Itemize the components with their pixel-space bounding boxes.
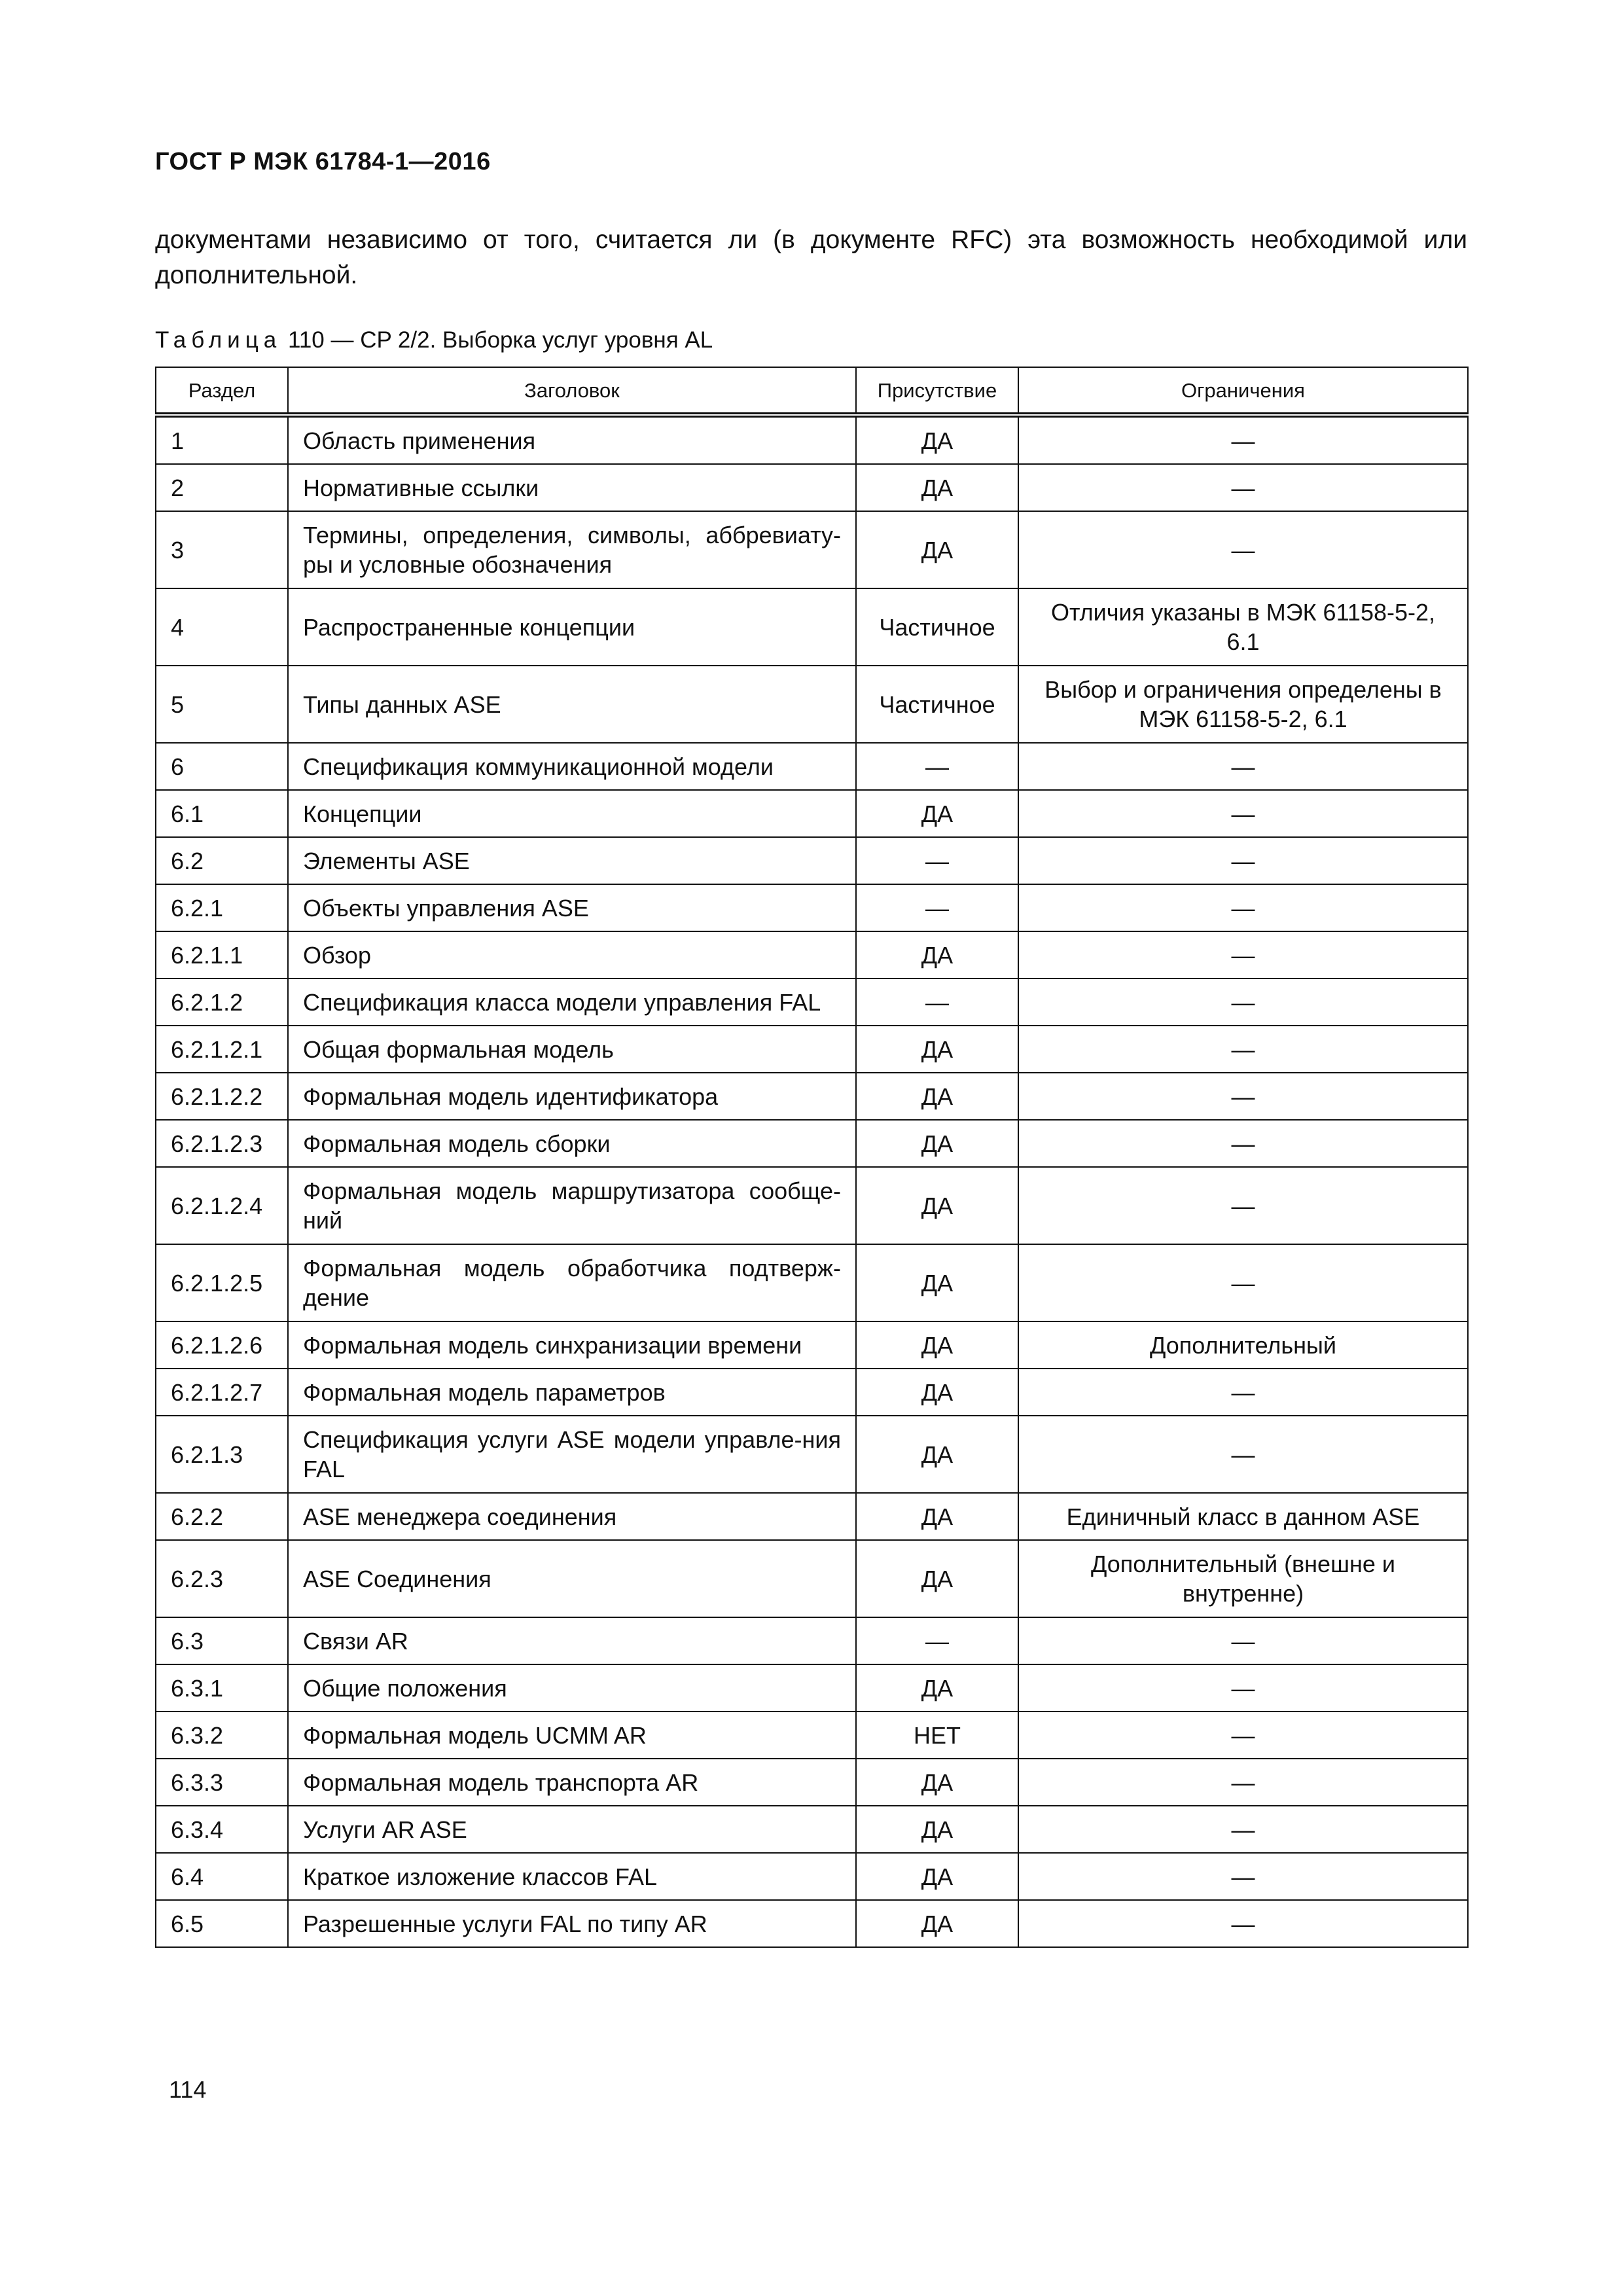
service-selection-table xyxy=(155,367,1469,1948)
cell-presence: ДА xyxy=(856,931,1018,978)
table-row xyxy=(156,464,1468,511)
cell-presence: ДА xyxy=(856,1369,1018,1416)
cell-limits: Единичный класс в данном ASE xyxy=(1018,1493,1468,1540)
cell-presence: — xyxy=(856,978,1018,1026)
cell-limits: — xyxy=(1018,1026,1468,1073)
header-section: Раздел xyxy=(156,367,288,415)
cell-title: Формальная модель параметров xyxy=(288,1369,856,1416)
cell-title: Область применения xyxy=(288,415,856,464)
cell-limits: — xyxy=(1018,1369,1468,1416)
cell-presence: ДА xyxy=(856,1664,1018,1712)
cell-section: 6.1 xyxy=(156,790,288,837)
cell-limits: — xyxy=(1018,1073,1468,1120)
cell-section: 6.3.1 xyxy=(156,1664,288,1712)
cell-title: Связи AR xyxy=(288,1617,856,1664)
table-caption xyxy=(155,327,713,353)
cell-section: 6.2.1.2.3 xyxy=(156,1120,288,1167)
table-caption-prefix: Таблица xyxy=(155,327,282,353)
table-row xyxy=(156,1493,1468,1540)
table-row xyxy=(156,415,1468,464)
cell-title: Объекты управления ASE xyxy=(288,884,856,931)
cell-limits: — xyxy=(1018,1167,1468,1244)
cell-limits: — xyxy=(1018,1416,1468,1493)
cell-presence: ДА xyxy=(856,1806,1018,1853)
cell-title: Общие положения xyxy=(288,1664,856,1712)
cell-section: 1 xyxy=(156,415,288,464)
cell-title: Формальная модель транспорта AR xyxy=(288,1759,856,1806)
cell-limits: Дополнительный xyxy=(1018,1321,1468,1369)
cell-limits: — xyxy=(1018,464,1468,511)
cell-title: Термины, определения, символы, аббревиату-ры и условные обозначения xyxy=(288,511,856,588)
cell-section: 6.2.1.2.2 xyxy=(156,1073,288,1120)
cell-section: 5 xyxy=(156,666,288,743)
cell-title: Спецификация класса модели управления FAL xyxy=(288,978,856,1026)
cell-presence: ДА xyxy=(856,511,1018,588)
cell-limits: — xyxy=(1018,415,1468,464)
table-row xyxy=(156,790,1468,837)
cell-section: 2 xyxy=(156,464,288,511)
cell-presence: Частичное xyxy=(856,588,1018,666)
table-row xyxy=(156,1806,1468,1853)
cell-title: Распространенные концепции xyxy=(288,588,856,666)
page-number: 114 xyxy=(169,2076,207,2103)
cell-title: Формальная модель маршрутизатора сообще-ний xyxy=(288,1167,856,1244)
cell-section: 6.2.1.1 xyxy=(156,931,288,978)
cell-title: Концепции xyxy=(288,790,856,837)
cell-title: Краткое изложение классов FAL xyxy=(288,1853,856,1900)
cell-presence: ДА xyxy=(856,1321,1018,1369)
cell-presence: ДА xyxy=(856,1540,1018,1617)
table-header-row xyxy=(156,367,1468,415)
cell-section: 6.4 xyxy=(156,1853,288,1900)
cell-presence: — xyxy=(856,743,1018,790)
table-row xyxy=(156,511,1468,588)
cell-title: Формальная модель идентификатора xyxy=(288,1073,856,1120)
table-row xyxy=(156,837,1468,884)
cell-presence: ДА xyxy=(856,464,1018,511)
cell-limits: — xyxy=(1018,978,1468,1026)
cell-limits: — xyxy=(1018,837,1468,884)
table-row xyxy=(156,1073,1468,1120)
header-limits: Ограничения xyxy=(1018,367,1468,415)
cell-presence: НЕТ xyxy=(856,1712,1018,1759)
cell-limits: — xyxy=(1018,1759,1468,1806)
cell-title: Формальная модель сборки xyxy=(288,1120,856,1167)
cell-title: Формальная модель UCMM AR xyxy=(288,1712,856,1759)
cell-limits: — xyxy=(1018,1806,1468,1853)
cell-limits: — xyxy=(1018,1617,1468,1664)
cell-presence: ДА xyxy=(856,1416,1018,1493)
cell-section: 6.3 xyxy=(156,1617,288,1664)
table-row xyxy=(156,1026,1468,1073)
cell-section: 6.2.2 xyxy=(156,1493,288,1540)
cell-presence: — xyxy=(856,884,1018,931)
table-row xyxy=(156,1167,1468,1244)
cell-limits: Отличия указаны в МЭК 61158-5-2, 6.1 xyxy=(1018,588,1468,666)
cell-title: ASE менеджера соединения xyxy=(288,1493,856,1540)
table-row xyxy=(156,1416,1468,1493)
cell-presence: ДА xyxy=(856,1026,1018,1073)
table-row xyxy=(156,1664,1468,1712)
cell-section: 6.2 xyxy=(156,837,288,884)
cell-section: 6.2.1.2.7 xyxy=(156,1369,288,1416)
cell-limits: — xyxy=(1018,1853,1468,1900)
cell-presence: — xyxy=(856,837,1018,884)
cell-section: 6 xyxy=(156,743,288,790)
cell-title: Обзор xyxy=(288,931,856,978)
cell-presence: ДА xyxy=(856,790,1018,837)
cell-section: 6.2.1 xyxy=(156,884,288,931)
cell-presence: ДА xyxy=(856,1120,1018,1167)
cell-section: 6.2.3 xyxy=(156,1540,288,1617)
cell-section: 6.2.1.2.5 xyxy=(156,1244,288,1321)
cell-section: 6.3.3 xyxy=(156,1759,288,1806)
header-title: Заголовок xyxy=(288,367,856,415)
cell-section: 3 xyxy=(156,511,288,588)
table-row xyxy=(156,1759,1468,1806)
document-header: ГОСТ Р МЭК 61784-1—2016 xyxy=(155,148,491,175)
cell-title: Типы данных ASE xyxy=(288,666,856,743)
cell-presence: ДА xyxy=(856,415,1018,464)
cell-limits: — xyxy=(1018,1664,1468,1712)
cell-title: Элементы ASE xyxy=(288,837,856,884)
cell-presence: Частичное xyxy=(856,666,1018,743)
header-presence: Присутствие xyxy=(856,367,1018,415)
cell-presence: ДА xyxy=(856,1073,1018,1120)
table-row xyxy=(156,1900,1468,1947)
table-caption-text: 110 — CP 2/2. Выборка услуг уровня AL xyxy=(287,327,713,353)
cell-presence: ДА xyxy=(856,1853,1018,1900)
cell-presence: ДА xyxy=(856,1244,1018,1321)
table-row xyxy=(156,588,1468,666)
cell-title: ASE Соединения xyxy=(288,1540,856,1617)
table-row xyxy=(156,1120,1468,1167)
cell-presence: ДА xyxy=(856,1167,1018,1244)
cell-title: Формальная модель обработчика подтверж-дение xyxy=(288,1244,856,1321)
cell-title: Формальная модель синхранизации времени xyxy=(288,1321,856,1369)
cell-limits: — xyxy=(1018,1120,1468,1167)
cell-presence: — xyxy=(856,1617,1018,1664)
table-row xyxy=(156,1617,1468,1664)
cell-title: Спецификация коммуникационной модели xyxy=(288,743,856,790)
cell-limits: — xyxy=(1018,511,1468,588)
cell-presence: ДА xyxy=(856,1759,1018,1806)
cell-limits: Дополнительный (внешне и внутренне) xyxy=(1018,1540,1468,1617)
cell-title: Услуги AR ASE xyxy=(288,1806,856,1853)
cell-title: Разрешенные услуги FAL по типу AR xyxy=(288,1900,856,1947)
cell-section: 6.3.4 xyxy=(156,1806,288,1853)
cell-section: 6.2.1.3 xyxy=(156,1416,288,1493)
cell-section: 6.2.1.2.6 xyxy=(156,1321,288,1369)
cell-section: 6.5 xyxy=(156,1900,288,1947)
cell-limits: — xyxy=(1018,931,1468,978)
cell-section: 6.2.1.2.4 xyxy=(156,1167,288,1244)
cell-presence: ДА xyxy=(856,1493,1018,1540)
cell-limits: — xyxy=(1018,1712,1468,1759)
table-row xyxy=(156,666,1468,743)
cell-limits: — xyxy=(1018,1900,1468,1947)
table-row xyxy=(156,743,1468,790)
cell-title: Нормативные ссылки xyxy=(288,464,856,511)
cell-section: 6.2.1.2.1 xyxy=(156,1026,288,1073)
table-row xyxy=(156,1369,1468,1416)
table-row xyxy=(156,1853,1468,1900)
cell-limits: — xyxy=(1018,790,1468,837)
cell-limits: — xyxy=(1018,884,1468,931)
table-row xyxy=(156,931,1468,978)
cell-title: Общая формальная модель xyxy=(288,1026,856,1073)
cell-presence: ДА xyxy=(856,1900,1018,1947)
cell-limits: — xyxy=(1018,743,1468,790)
cell-section: 6.2.1.2 xyxy=(156,978,288,1026)
table-row xyxy=(156,978,1468,1026)
body-paragraph: документами независимо от того, считается ли (в документе RFC) эта возможность необходимой или дополнительной. xyxy=(155,226,1467,289)
cell-limits: — xyxy=(1018,1244,1468,1321)
cell-limits: Выбор и ограничения определены в МЭК 61158-5-2, 6.1 xyxy=(1018,666,1468,743)
cell-title: Спецификация услуги ASE модели управле-ния FAL xyxy=(288,1416,856,1493)
cell-section: 4 xyxy=(156,588,288,666)
table-row xyxy=(156,884,1468,931)
table-row xyxy=(156,1321,1468,1369)
table-row xyxy=(156,1244,1468,1321)
cell-section: 6.3.2 xyxy=(156,1712,288,1759)
table-row xyxy=(156,1540,1468,1617)
table-row xyxy=(156,1712,1468,1759)
